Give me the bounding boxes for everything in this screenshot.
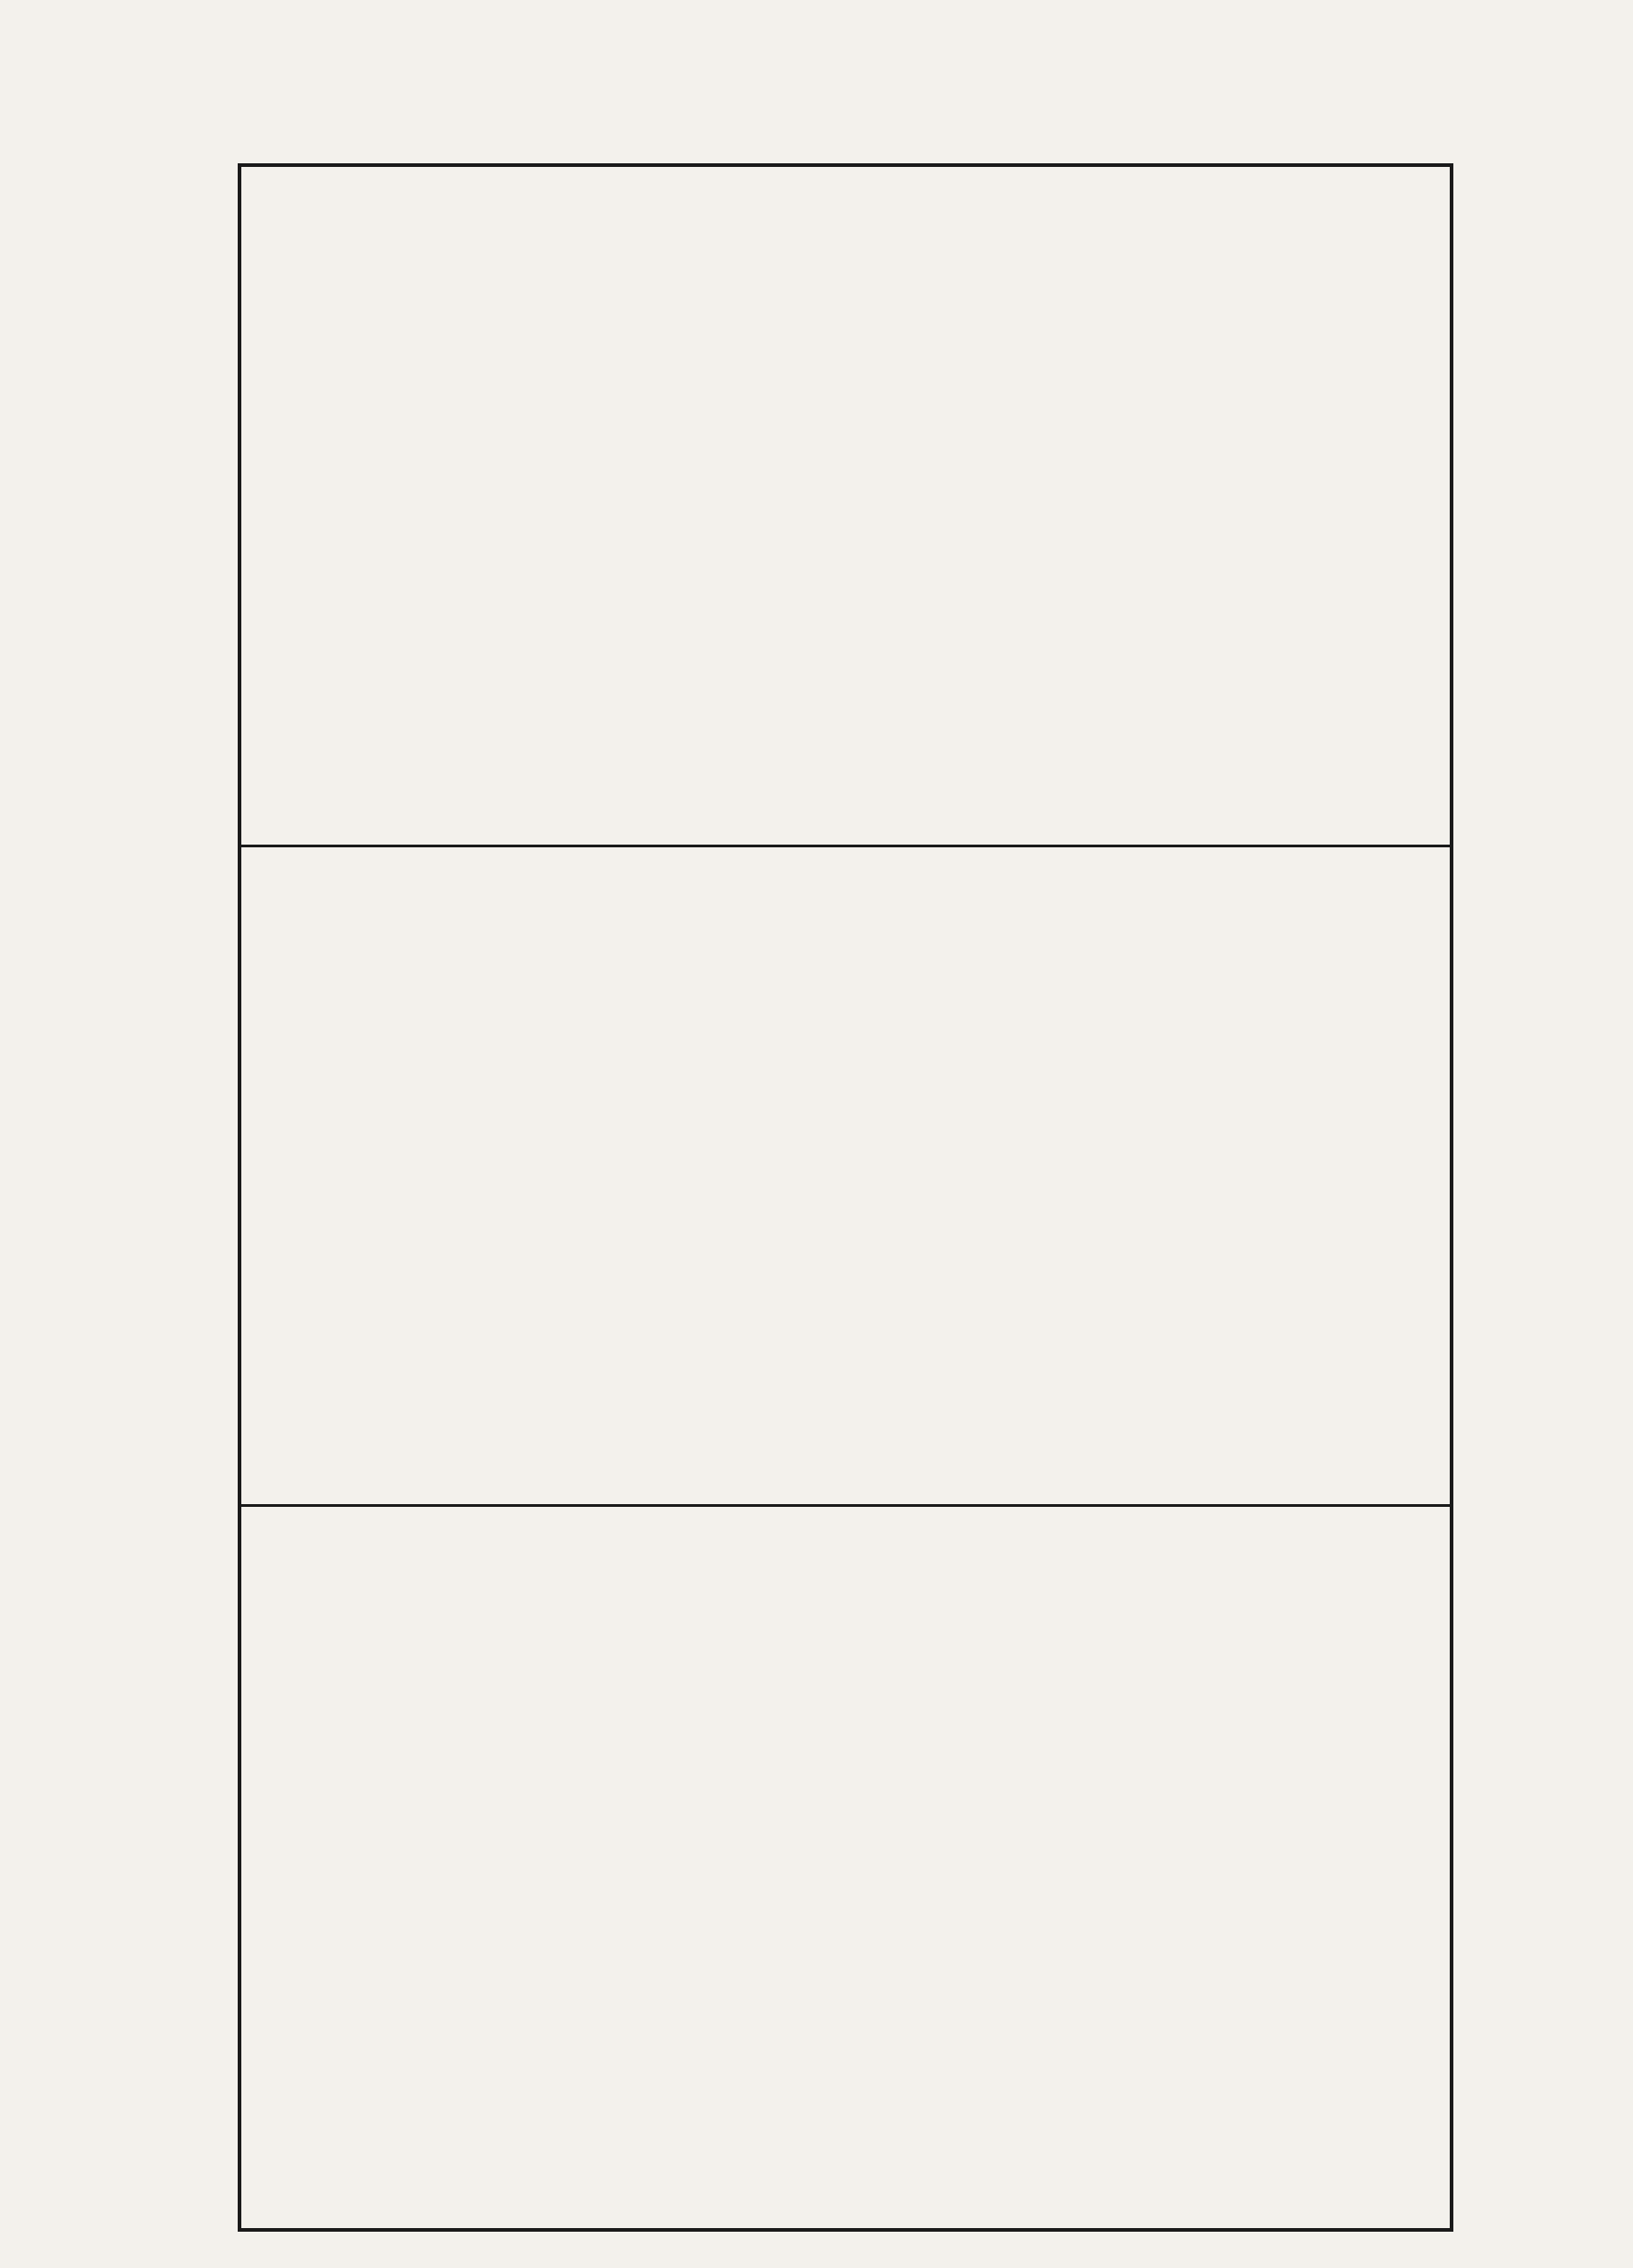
text-frame	[238, 163, 1453, 2232]
section-top	[241, 167, 1450, 847]
section-bottom	[241, 1507, 1450, 2228]
section-middle	[241, 847, 1450, 1507]
